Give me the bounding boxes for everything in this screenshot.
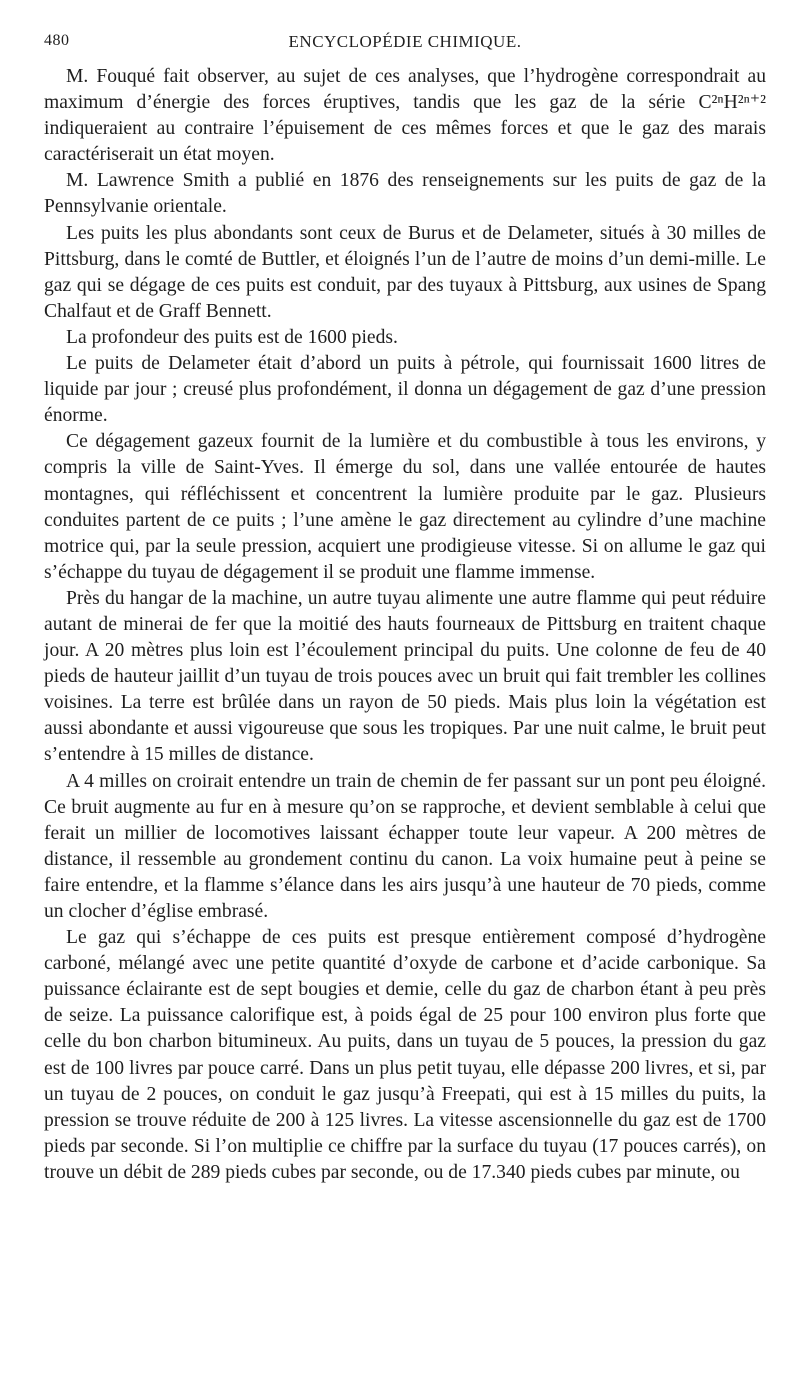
paragraph-composition-gaz: Le gaz qui s’échappe de ces puits est presque entièrement composé d’hydrogène carboné, mélangé avec une petite quantité d’oxyde de carbone et d’acide carbonique. Sa puissance éclairante est de sept bougies et demie, celle du gaz de charbon étant à peu près de seize. La puissance calorifique est, à poids égal de 25 pour 100 environ plus forte que celle du bon charbon bitumineux. Au puits, dans un tuyau de 5 pouces, la pression du gaz est de 100 livres par pouce carré. Dans un plus petit tuyau, elle dépasse 200 livres, et si, par un tuyau de 2 pouces, on conduit le gaz jusqu’à Freepati, qui est à 15 milles du puits, la pression se trouve réduite de 200 à 125 livres. La vitesse ascensionnelle du gaz est de 1700 pieds par seconde. Si l’on multiplie ce chiffre par la surface du tuyau (17 pouces carrés), on trouve un débit de 289 pieds cubes par seconde, ou de 17.340 pieds cubes par minute, ou	[44, 927, 766, 1183]
paragraph-degagement-gazeux: Ce dégagement gazeux fournit de la lumière et du combustible à tous les environs, y compris la ville de Saint-Yves. Il émerge du sol, dans une vallée entourée de hautes montagnes, qui réfléchissent et concentrent la lumière produite par le gaz. Plusieurs conduites partent de ce puits ; l’une amène le gaz directement au cylindre d’une machine motrice qui, par la seule pression, acquiert une prodigieuse vitesse. Si on allume le gaz qui s’échappe du tuyau de dégagement il se produit une flamme immense.	[44, 431, 766, 583]
paragraph-hangar-machine: Près du hangar de la machine, un autre tuyau alimente une autre flamme qui peut réduire autant de minerai de fer que la moitié des hauts fourneaux de Pittsburg en traitent chaque jour. A 20 mètres plus loin est l’écoulement principal du puits. Une colonne de feu de 40 pieds de hauteur jaillit d’un tuyau de trois pouces avec un bruit qui fait trembler les collines voisines. La terre est brûlée dans un rayon de 50 pieds. Mais plus loin la végétation est aussi abondante et aussi vigoureuse que sous les tropiques. Par une nuit calme, le bruit peut s’entendre à 15 milles de distance.	[44, 587, 766, 766]
paragraph-puits-abondants: Les puits les plus abondants sont ceux de Burus et de Delameter, situés à 30 milles de Pittsburg, dans le comté de Buttler, et éloignés l’un de l’autre de moins d’un demi-mille. Le gaz qui se dégage de ces puits est conduit, par des tuyaux à Pittsburg, aux usines de Spang Chalfaut et de Graff Bennett.	[44, 222, 766, 322]
paragraph-lawrence-smith: M. Lawrence Smith a publié en 1876 des renseignements sur les puits de gaz de la Pennsylvanie orientale.	[44, 170, 766, 218]
paragraph-bruit-milles: A 4 milles on croirait entendre un train de chemin de fer passant sur un pont peu éloigné. Ce bruit augmente au fur en à mesure qu’on se rapproche, et devient semblable à celui que ferait un millier de locomotives laissant échapper toute leur vapeur. A 200 mètres de distance, il ressemble au grondement continu du canon. La voix humaine peut à peine se faire entendre, et la flamme s’élance dans les airs jusqu’à une hauteur de 70 pieds, comme un clocher d’église embrasé.	[44, 770, 766, 922]
page-number: 480	[44, 32, 70, 49]
paragraph-fouque-analyses: M. Fouqué fait observer, au sujet de ces analyses, que l’hydrogène correspondrait au maximum d’énergie des forces éruptives, tandis que les gaz de la série C²ⁿH²ⁿ⁺² indiqueraient au contraire l’épuisement de ces mêmes forces et que le gaz des marais caractériserait un état moyen.	[44, 66, 766, 166]
running-title: ENCYCLOPÉDIE CHIMIQUE.	[288, 32, 522, 51]
body-text	[44, 64, 766, 1186]
paragraph-profondeur: La profondeur des puits est de 1600 pieds.	[66, 326, 398, 348]
running-head	[44, 26, 766, 60]
paragraph-puits-delameter: Le puits de Delameter était d’abord un puits à pétrole, qui fournissait 1600 litres de liquide par jour ; creusé plus profondément, il donna un dégagement de gaz d’une pression énorme.	[44, 353, 766, 427]
